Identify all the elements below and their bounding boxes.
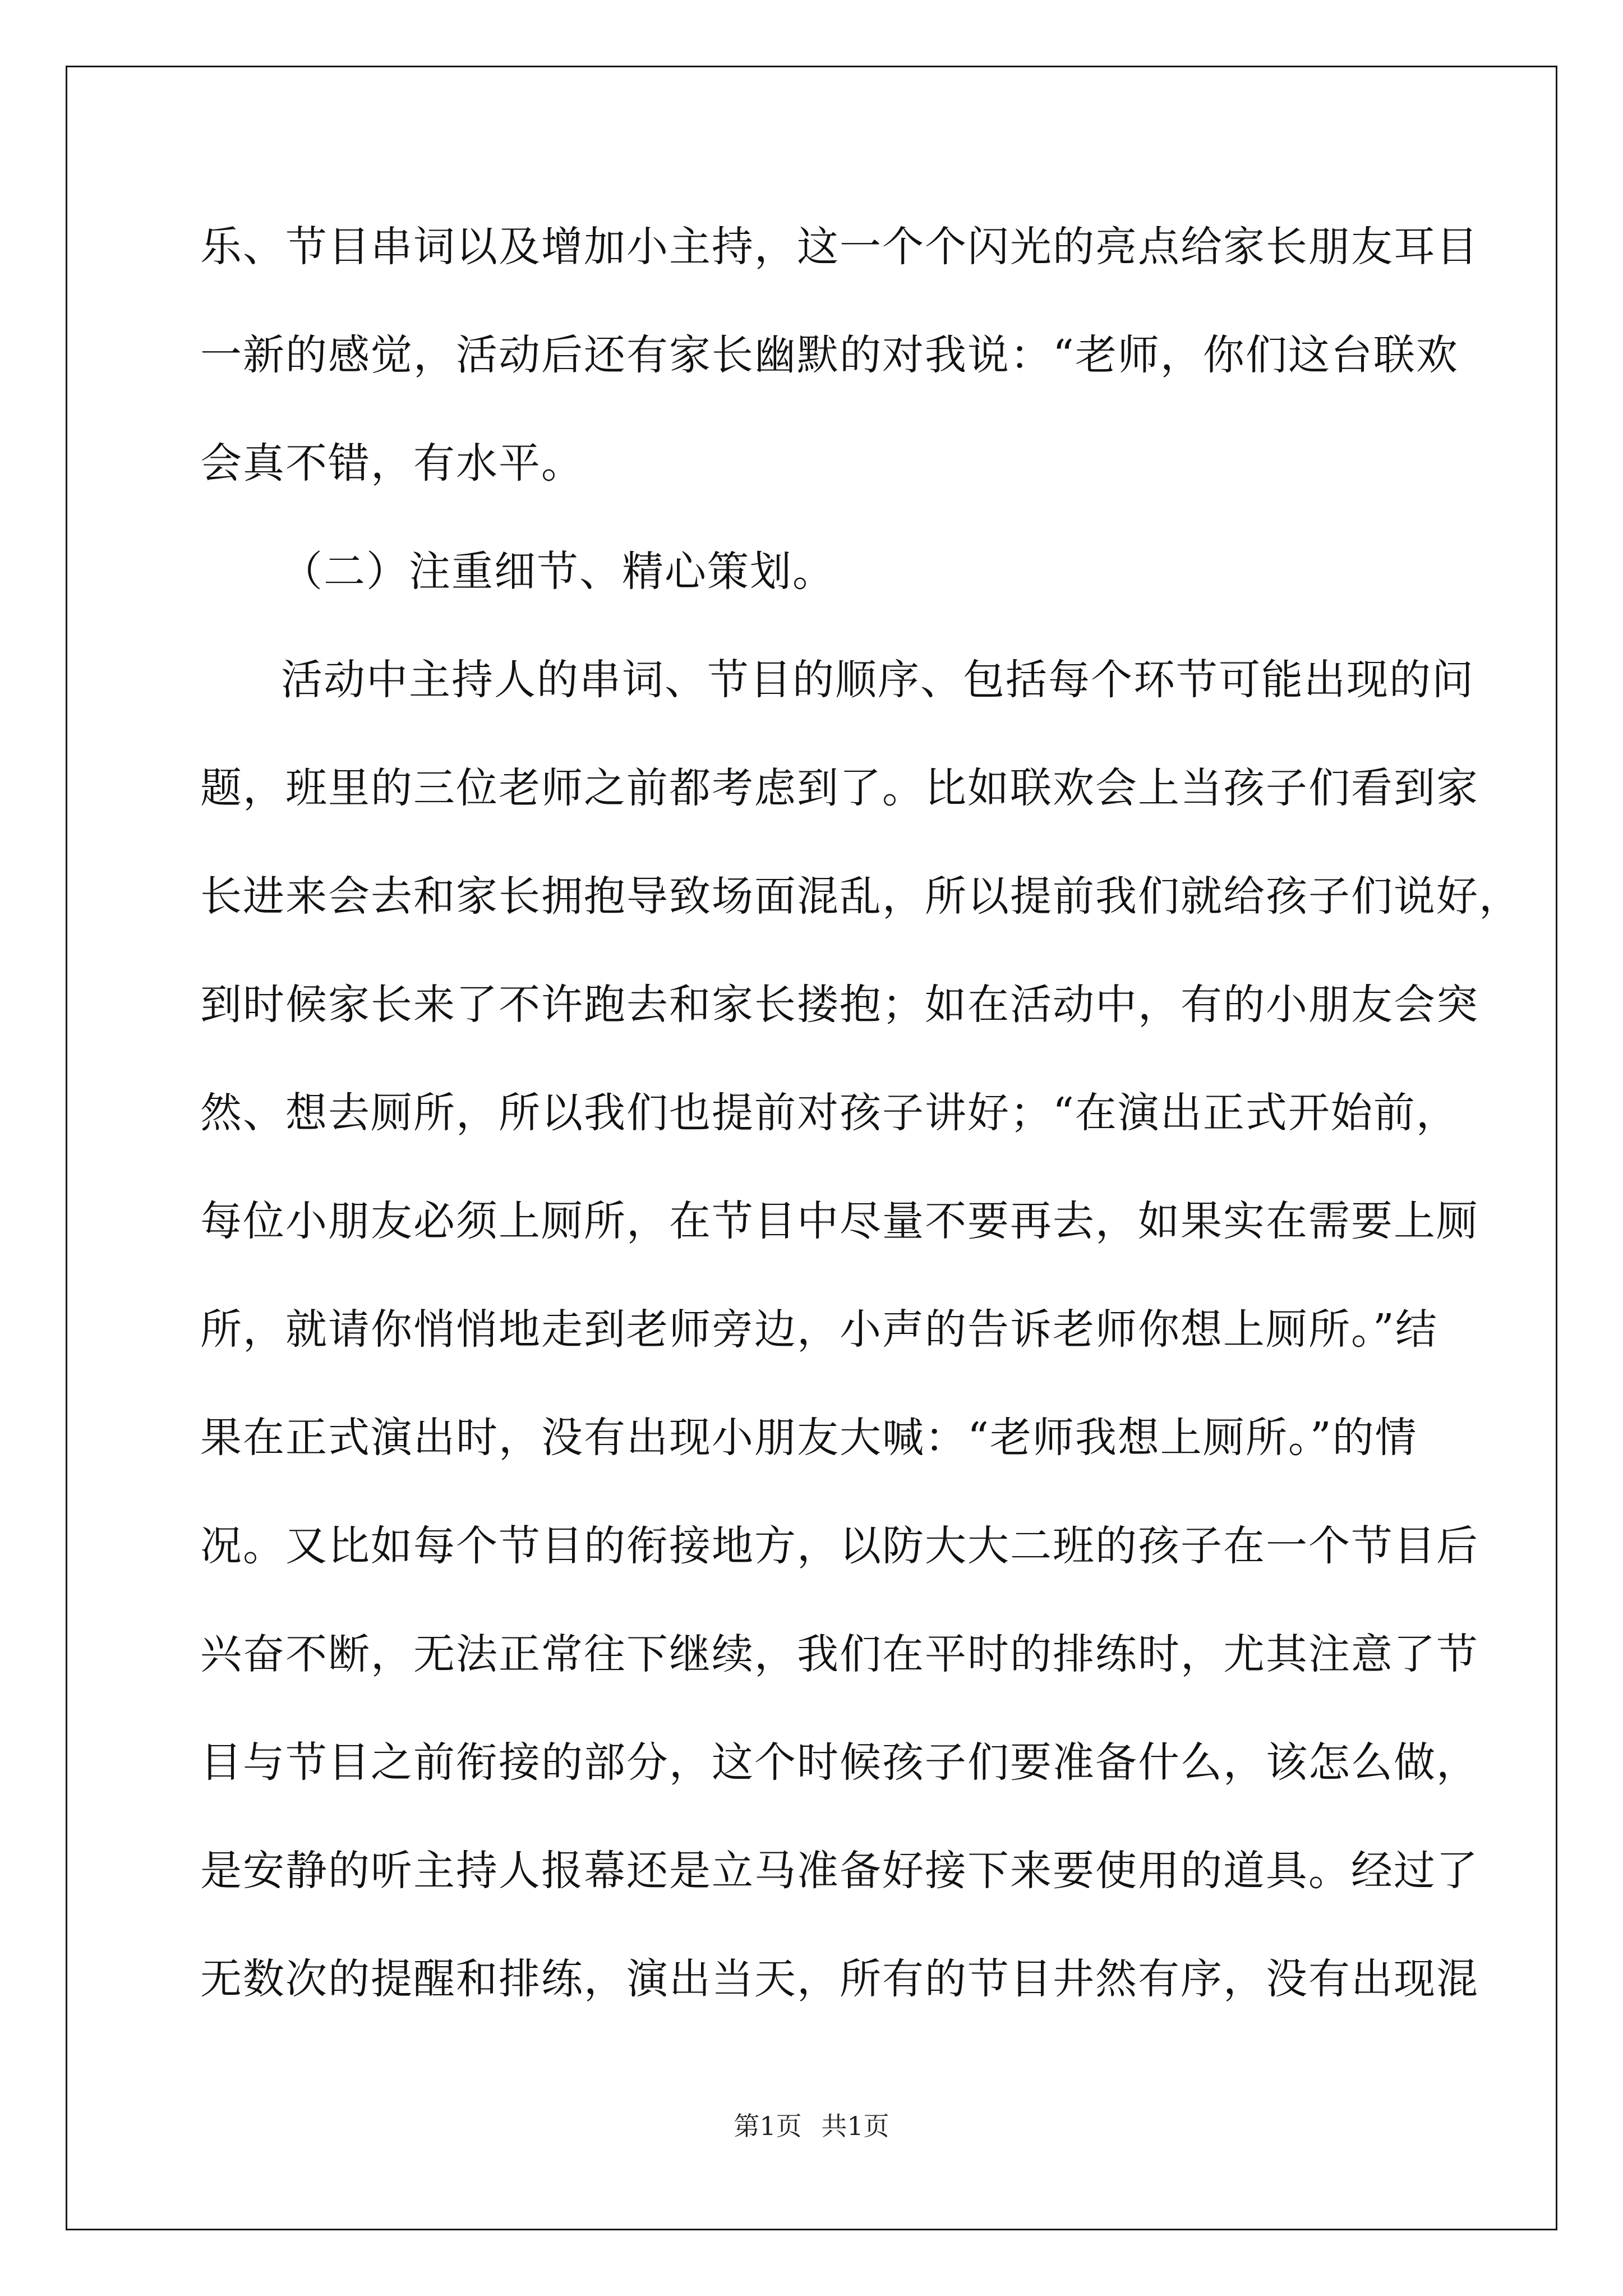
text-line-16: 是安静的听主持人报幕还是立马准备好接下来要使用的道具。经过了: [200, 1847, 1479, 1895]
text-line-5: 活动中主持人的串词、节目的顺序、包括每个环节可能出现的问: [281, 656, 1474, 704]
text-line-14: 兴奋不断，无法正常往下继续，我们在平时的排练时，尤其注意了节: [200, 1630, 1479, 1678]
text-line-13: 况。又比如每个节目的衔接地方，以防大大二班的孩子在一个节目后: [200, 1522, 1479, 1570]
text-line-2: 一新的感觉，活动后还有家长幽默的对我说：“老师，你们这台联欢: [200, 331, 1459, 379]
page-number: 第1页: [734, 2111, 802, 2141]
page-total: 共1页: [821, 2111, 889, 2141]
text-line-15: 目与节目之前衔接的部分，这个时候孩子们要准备什么，该怎么做，: [200, 1738, 1479, 1787]
page-footer: [0, 2109, 1623, 2143]
text-line-10: 每位小朋友必须上厕所，在节目中尽量不要再去，如果实在需要上厕: [200, 1197, 1479, 1245]
text-line-3: 会真不错，有水平。: [200, 439, 584, 487]
text-line-9: 然、想去厕所，所以我们也提前对孩子讲好；“在演出正式开始前，: [200, 1089, 1459, 1137]
text-line-11: 所，就请你悄悄地走到老师旁边，小声的告诉老师你想上厕所。”结: [200, 1305, 1438, 1354]
text-line-6: 题，班里的三位老师之前都考虑到了。比如联欢会上当孩子们看到家: [200, 764, 1479, 812]
text-line-8: 到时候家长来了不许跑去和家长搂抱；如在活动中，有的小朋友会突: [200, 981, 1479, 1029]
text-line-17: 无数次的提醒和排练，演出当天，所有的节目井然有序，没有出现混: [200, 1955, 1479, 2003]
text-line-1: 乐、节目串词以及增加小主持，这一个个闪光的亮点给家长朋友耳目: [200, 223, 1479, 271]
page-border: [66, 66, 1557, 2230]
text-line-7: 长进来会去和家长拥抱导致场面混乱，所以提前我们就给孩子们说好，: [200, 872, 1521, 921]
section-heading: （二）注重细节、精心策划。: [281, 547, 835, 596]
text-line-12: 果在正式演出时，没有出现小朋友大喊：“老师我想上厕所。”的情: [200, 1414, 1418, 1462]
